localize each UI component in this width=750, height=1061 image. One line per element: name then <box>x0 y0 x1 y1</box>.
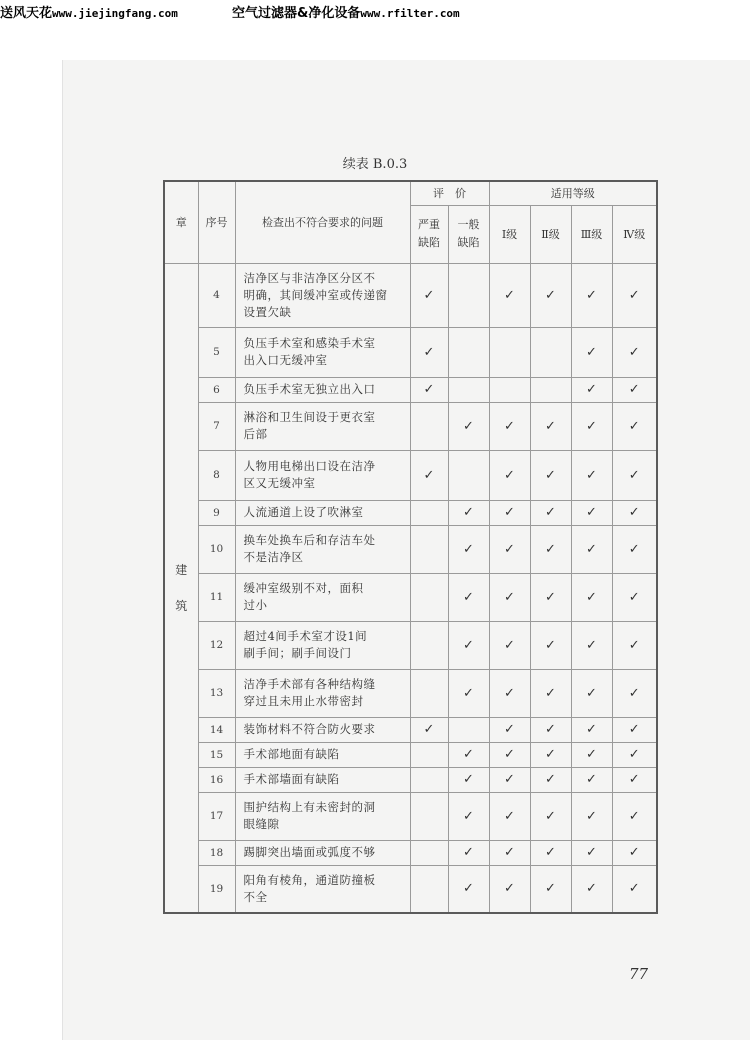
cell-general <box>448 263 489 327</box>
issue-description <box>235 792 410 840</box>
cell-severe <box>410 327 448 377</box>
check-mark-icon: ✓ <box>504 747 515 762</box>
issue-line1: 超过4间手术室才设1间 <box>243 629 368 643</box>
check-mark-icon: ✓ <box>586 382 597 397</box>
issue-line1: 负压手术室和感染手术室 <box>243 336 376 350</box>
cell-severe <box>410 573 448 621</box>
cell-general <box>448 450 489 500</box>
cell-grade1 <box>489 263 530 327</box>
cell-grade3 <box>571 500 612 525</box>
cell-grade1 <box>489 500 530 525</box>
check-mark-icon: ✓ <box>504 881 515 897</box>
cell-grade4 <box>612 717 657 742</box>
check-mark-icon: ✓ <box>628 637 640 653</box>
check-mark-icon: ✓ <box>628 845 640 860</box>
banner-site1-name: 送风天花 <box>0 6 53 21</box>
table-row <box>164 263 657 327</box>
cell-grade4 <box>612 327 657 377</box>
cell-general <box>448 377 489 402</box>
check-mark-icon: ✓ <box>463 881 474 897</box>
cell-grade3 <box>571 450 612 500</box>
check-mark-icon: ✓ <box>628 467 640 483</box>
row-number: 5 <box>198 327 235 377</box>
check-mark-icon: ✓ <box>628 685 640 701</box>
issue-line2: 不全 <box>243 889 268 904</box>
check-mark-icon: ✓ <box>545 637 556 653</box>
table-row <box>164 525 657 573</box>
row-number: 18 <box>198 840 235 865</box>
cell-general <box>448 717 489 742</box>
cell-grade2 <box>530 377 571 402</box>
cell-severe <box>410 621 448 669</box>
issue-description <box>235 717 410 742</box>
check-mark-icon: ✓ <box>586 772 597 787</box>
cell-severe <box>410 450 448 500</box>
check-mark-icon: ✓ <box>586 747 597 762</box>
check-mark-icon: ✓ <box>545 467 556 483</box>
issue-description <box>235 742 410 767</box>
row-number: 19 <box>198 865 235 913</box>
cell-grade2 <box>530 669 571 717</box>
check-mark-icon: ✓ <box>545 505 556 520</box>
header-grade4: Ⅳ级 <box>612 205 657 263</box>
header-general-line1: 一般 <box>457 218 480 231</box>
check-mark-icon: ✓ <box>504 808 515 824</box>
header-severe <box>410 205 448 263</box>
issue-description <box>235 767 410 792</box>
cell-grade4 <box>612 621 657 669</box>
check-mark-icon: ✓ <box>628 722 640 737</box>
cell-severe <box>410 377 448 402</box>
check-mark-icon: ✓ <box>545 685 556 701</box>
cell-general <box>448 669 489 717</box>
header-issue: 检查出不符合要求的问题 <box>235 181 410 263</box>
cell-general <box>448 865 489 913</box>
issue-description <box>235 669 410 717</box>
cell-general <box>448 840 489 865</box>
table-row <box>164 621 657 669</box>
cell-general <box>448 573 489 621</box>
issue-description <box>235 840 410 865</box>
row-number: 9 <box>198 500 235 525</box>
check-mark-icon: ✓ <box>545 722 556 737</box>
cell-grade1 <box>489 377 530 402</box>
cell-grade3 <box>571 865 612 913</box>
check-mark-icon: ✓ <box>628 541 640 557</box>
cell-general <box>448 792 489 840</box>
cell-grade4 <box>612 525 657 573</box>
header-severe-line2: 缺陷 <box>418 236 440 249</box>
table-row <box>164 450 657 500</box>
issue-line1: 换车处换车后和存洁车处 <box>243 533 376 547</box>
row-number: 15 <box>198 742 235 767</box>
check-mark-icon: ✓ <box>586 685 597 701</box>
check-mark-icon: ✓ <box>628 382 640 397</box>
issue-line2: 刷手间；刷手间设门 <box>243 646 352 660</box>
issue-description <box>235 263 410 327</box>
cell-grade3 <box>571 669 612 717</box>
check-mark-icon: ✓ <box>504 722 515 737</box>
cell-grade1 <box>489 865 530 913</box>
issue-line2: 明确，其间缓冲室或传递窗 <box>243 287 388 302</box>
cell-grade3 <box>571 717 612 742</box>
check-mark-icon: ✓ <box>586 808 597 824</box>
check-mark-icon: ✓ <box>463 845 474 860</box>
table-row <box>164 573 657 621</box>
cell-grade4 <box>612 377 657 402</box>
check-mark-icon: ✓ <box>463 772 474 787</box>
check-mark-icon: ✓ <box>504 541 515 557</box>
cell-general <box>448 402 489 450</box>
issue-line1: 淋浴和卫生间设于更衣室 <box>243 410 376 424</box>
cell-grade1 <box>489 450 530 500</box>
row-number: 12 <box>198 621 235 669</box>
check-mark-icon: ✓ <box>463 541 474 557</box>
check-mark-icon: ✓ <box>504 637 515 653</box>
check-mark-icon: ✓ <box>586 881 597 897</box>
cell-grade2 <box>530 865 571 913</box>
cell-grade2 <box>530 792 571 840</box>
cell-grade4 <box>612 450 657 500</box>
cell-grade2 <box>530 742 571 767</box>
cell-grade2 <box>530 525 571 573</box>
cell-grade1 <box>489 669 530 717</box>
issue-line3: 设置欠缺 <box>243 304 292 319</box>
issue-line1: 人物用电梯出口设在洁净 <box>243 459 376 473</box>
issue-description <box>235 573 410 621</box>
chapter-cell <box>164 263 198 913</box>
cell-severe <box>410 669 448 717</box>
check-mark-icon: ✓ <box>504 685 515 701</box>
cell-grade3 <box>571 792 612 840</box>
cell-general <box>448 327 489 377</box>
cell-general <box>448 767 489 792</box>
table-row <box>164 500 657 525</box>
check-mark-icon: ✓ <box>628 747 640 762</box>
cell-grade3 <box>571 573 612 621</box>
cell-grade3 <box>571 525 612 573</box>
table-row <box>164 742 657 767</box>
chapter-line1: 建 <box>175 562 188 577</box>
cell-severe <box>410 792 448 840</box>
cell-grade2 <box>530 717 571 742</box>
cell-grade2 <box>530 840 571 865</box>
check-mark-icon: ✓ <box>628 589 640 605</box>
cell-grade4 <box>612 669 657 717</box>
check-mark-icon: ✓ <box>586 344 597 360</box>
check-mark-icon: ✓ <box>463 747 474 762</box>
check-mark-icon: ✓ <box>586 845 597 860</box>
check-mark-icon: ✓ <box>463 505 474 520</box>
cell-grade2 <box>530 327 571 377</box>
row-number: 11 <box>198 573 235 621</box>
header-grade2: Ⅱ级 <box>530 205 571 263</box>
check-mark-icon: ✓ <box>504 505 515 520</box>
issue-description <box>235 402 410 450</box>
issue-line1: 手术部墙面有缺陷 <box>243 772 340 786</box>
cell-grade1 <box>489 402 530 450</box>
check-mark-icon: ✓ <box>423 344 435 360</box>
site-banner <box>0 0 750 24</box>
cell-general <box>448 621 489 669</box>
cell-grade3 <box>571 402 612 450</box>
table-row <box>164 767 657 792</box>
issue-line2: 后部 <box>243 427 268 441</box>
cell-grade1 <box>489 742 530 767</box>
cell-grade1 <box>489 767 530 792</box>
check-mark-icon: ✓ <box>545 287 556 303</box>
banner-site2[interactable] <box>232 2 460 21</box>
cell-severe <box>410 717 448 742</box>
row-number: 13 <box>198 669 235 717</box>
cell-grade4 <box>612 500 657 525</box>
check-mark-icon: ✓ <box>504 772 515 787</box>
table-row <box>164 669 657 717</box>
check-mark-icon: ✓ <box>545 747 556 762</box>
issue-line1: 手术部地面有缺陷 <box>243 747 340 761</box>
cell-general <box>448 500 489 525</box>
inspection-table <box>163 180 658 914</box>
issue-line1: 负压手术室无独立出入口 <box>243 382 376 396</box>
table-row <box>164 792 657 840</box>
cell-grade1 <box>489 840 530 865</box>
table-row <box>164 865 657 913</box>
check-mark-icon: ✓ <box>504 287 515 303</box>
check-mark-icon: ✓ <box>463 637 474 653</box>
check-mark-icon: ✓ <box>423 722 435 737</box>
issue-line2: 不是洁净区 <box>243 550 304 564</box>
cell-grade1 <box>489 573 530 621</box>
banner-site1[interactable] <box>0 2 178 21</box>
table-row <box>164 327 657 377</box>
page-number: 77 <box>629 965 649 983</box>
check-mark-icon: ✓ <box>586 467 597 483</box>
header-general <box>448 205 489 263</box>
check-mark-icon: ✓ <box>628 772 640 787</box>
table-row <box>164 377 657 402</box>
cell-grade2 <box>530 621 571 669</box>
row-number: 10 <box>198 525 235 573</box>
check-mark-icon: ✓ <box>504 418 515 434</box>
check-mark-icon: ✓ <box>586 637 597 653</box>
cell-general <box>448 742 489 767</box>
check-mark-icon: ✓ <box>463 589 474 605</box>
cell-grade1 <box>489 792 530 840</box>
cell-grade3 <box>571 621 612 669</box>
check-mark-icon: ✓ <box>586 418 597 434</box>
header-chapter: 章 <box>164 181 198 263</box>
check-mark-icon: ✓ <box>586 589 597 605</box>
cell-severe <box>410 500 448 525</box>
cell-grade4 <box>612 865 657 913</box>
issue-description <box>235 377 410 402</box>
issue-description <box>235 327 410 377</box>
cell-grade1 <box>489 327 530 377</box>
issue-description <box>235 865 410 913</box>
cell-severe <box>410 767 448 792</box>
check-mark-icon: ✓ <box>628 881 640 897</box>
cell-grade1 <box>489 717 530 742</box>
row-number: 8 <box>198 450 235 500</box>
table-caption: 续表 B.0.3 <box>342 157 408 172</box>
cell-grade4 <box>612 792 657 840</box>
issue-line1: 洁净区与非洁净区分区不 <box>243 270 376 285</box>
check-mark-icon: ✓ <box>463 418 474 434</box>
header-grade3: Ⅲ级 <box>571 205 612 263</box>
cell-general <box>448 525 489 573</box>
cell-grade4 <box>612 742 657 767</box>
header-grade1: Ⅰ级 <box>489 205 530 263</box>
issue-line1: 洁净手术部有各种结构缝 <box>243 677 376 691</box>
banner-site2-name: 空气过滤器&净化设备 <box>232 6 361 21</box>
cell-grade1 <box>489 525 530 573</box>
row-number: 7 <box>198 402 235 450</box>
cell-grade3 <box>571 327 612 377</box>
cell-grade2 <box>530 573 571 621</box>
cell-severe <box>410 742 448 767</box>
check-mark-icon: ✓ <box>586 287 597 303</box>
check-mark-icon: ✓ <box>545 418 556 434</box>
header-no: 序号 <box>198 181 235 263</box>
issue-description <box>235 500 410 525</box>
cell-grade4 <box>612 573 657 621</box>
table-row <box>164 402 657 450</box>
cell-severe <box>410 840 448 865</box>
cell-grade3 <box>571 263 612 327</box>
check-mark-icon: ✓ <box>504 467 515 483</box>
issue-line1: 围护结构上有未密封的洞 <box>243 800 376 814</box>
check-mark-icon: ✓ <box>504 589 515 605</box>
row-number: 16 <box>198 767 235 792</box>
cell-grade4 <box>612 402 657 450</box>
table-body <box>164 263 657 913</box>
cell-grade2 <box>530 402 571 450</box>
check-mark-icon: ✓ <box>628 287 640 303</box>
issue-description <box>235 450 410 500</box>
issue-line2: 出入口无缓冲室 <box>243 353 328 367</box>
cell-grade3 <box>571 767 612 792</box>
row-number: 6 <box>198 377 235 402</box>
cell-grade2 <box>530 263 571 327</box>
check-mark-icon: ✓ <box>628 418 640 434</box>
cell-grade3 <box>571 377 612 402</box>
check-mark-icon: ✓ <box>504 845 515 860</box>
cell-severe <box>410 865 448 913</box>
check-mark-icon: ✓ <box>423 287 435 303</box>
header-general-line2: 缺陷 <box>457 236 480 249</box>
check-mark-icon: ✓ <box>423 467 435 483</box>
issue-description <box>235 621 410 669</box>
table-row <box>164 840 657 865</box>
cell-severe <box>410 525 448 573</box>
check-mark-icon: ✓ <box>545 881 556 897</box>
issue-description <box>235 525 410 573</box>
check-mark-icon: ✓ <box>545 845 556 860</box>
cell-grade2 <box>530 767 571 792</box>
header-evaluation: 评 价 <box>410 181 489 205</box>
banner-site1-url: www.jiejingfang.com <box>52 7 178 20</box>
cell-grade3 <box>571 840 612 865</box>
issue-line1: 装饰材料不符合防火要求 <box>243 722 376 736</box>
cell-grade3 <box>571 742 612 767</box>
check-mark-icon: ✓ <box>545 589 556 605</box>
check-mark-icon: ✓ <box>545 541 556 557</box>
issue-line1: 人流通道上设了吹淋室 <box>243 505 364 519</box>
issue-line2: 过小 <box>243 598 268 612</box>
issue-line2: 眼缝隙 <box>243 817 280 831</box>
issue-line2: 穿过且未用止水带密封 <box>243 694 364 708</box>
check-mark-icon: ✓ <box>628 505 640 520</box>
issue-line1: 阳角有棱角，通道防撞板 <box>243 872 376 887</box>
row-number: 4 <box>198 263 235 327</box>
cell-grade2 <box>530 450 571 500</box>
check-mark-icon: ✓ <box>463 808 474 824</box>
check-mark-icon: ✓ <box>463 685 474 701</box>
table-row <box>164 717 657 742</box>
check-mark-icon: ✓ <box>586 505 597 520</box>
cell-grade4 <box>612 263 657 327</box>
check-mark-icon: ✓ <box>545 772 556 787</box>
cell-grade2 <box>530 500 571 525</box>
banner-site2-url: www.rfilter.com <box>360 7 460 20</box>
issue-line1: 缓冲室级别不对，面积 <box>243 581 364 595</box>
row-number: 14 <box>198 717 235 742</box>
check-mark-icon: ✓ <box>628 344 640 360</box>
check-mark-icon: ✓ <box>586 722 597 737</box>
row-number: 17 <box>198 792 235 840</box>
check-mark-icon: ✓ <box>586 541 597 557</box>
check-mark-icon: ✓ <box>423 382 435 397</box>
header-grades: 适用等级 <box>489 181 657 205</box>
issue-line1: 踢脚突出墙面或弧度不够 <box>243 845 376 859</box>
cell-severe <box>410 263 448 327</box>
check-mark-icon: ✓ <box>628 808 640 824</box>
chapter-line2: 筑 <box>175 598 188 613</box>
header-severe-line1: 严重 <box>418 218 440 231</box>
issue-line2: 区又无缓冲室 <box>243 476 316 490</box>
cell-severe <box>410 402 448 450</box>
check-mark-icon: ✓ <box>545 808 556 824</box>
cell-grade4 <box>612 767 657 792</box>
cell-grade4 <box>612 840 657 865</box>
cell-grade1 <box>489 621 530 669</box>
